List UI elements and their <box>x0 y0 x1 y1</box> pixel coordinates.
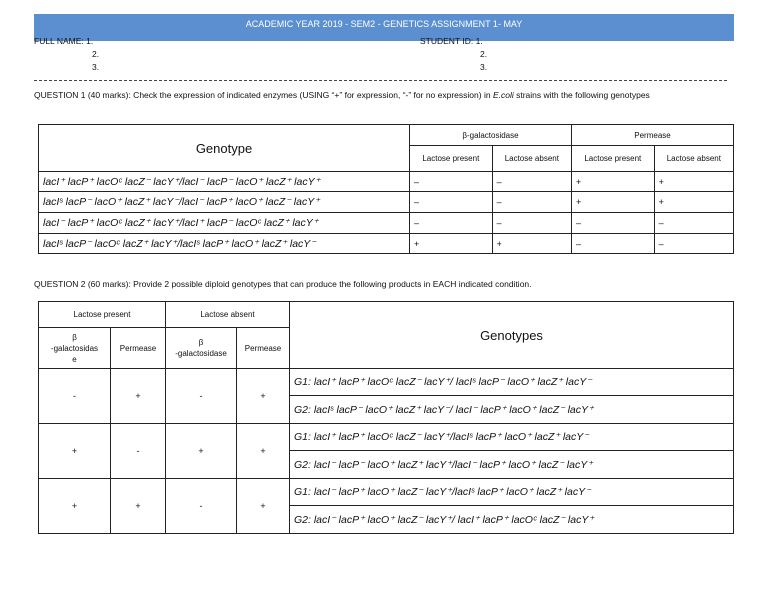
q2-sub-perm-present: Permease <box>111 328 166 369</box>
q1-text-pre: QUESTION 1 (40 marks): Check the expression of indicated enzymes (USING “+” for expression, “-” for no expression) in <box>34 90 493 100</box>
q2-col-lactose-present: Lactose present <box>39 302 166 328</box>
q2-sub-perm-absent: Permease <box>237 328 290 369</box>
q1-answer-cell[interactable]: + <box>571 172 654 192</box>
q1-text-ecoli: E.coli <box>492 90 514 100</box>
q1-col-bgal: β-galactosidase <box>410 125 572 146</box>
table-row <box>39 192 734 213</box>
q1-sub-bgal-absent: Lactose absent <box>492 146 571 172</box>
q1-answer-cell[interactable]: + <box>654 192 733 213</box>
table-row <box>39 213 734 234</box>
q1-answer-cell[interactable]: – <box>654 213 733 234</box>
full-name-line-2: 2. <box>92 49 100 59</box>
q2-sub-bgal-present-line3: e <box>72 354 77 364</box>
q2-perm-present-cell: + <box>111 479 166 534</box>
q2-sub-bgal-present <box>39 328 111 369</box>
q2-sub-bgal-present-line2: -galactosidas <box>50 343 99 353</box>
q1-answer-cell[interactable]: – <box>410 213 493 234</box>
q2-genotype-answer[interactable]: G1: lacI⁺ lacP⁺ lacOᶜ lacZ⁻ lacY⁺/lacIˢ lacP⁺ lacO⁺ lacZ⁺ lacY⁻ <box>290 424 734 451</box>
table-row <box>39 479 734 506</box>
table-row <box>39 234 734 254</box>
q2-col-lactose-absent: Lactose absent <box>166 302 290 328</box>
q1-answer-cell[interactable]: + <box>410 234 493 254</box>
full-name-line-3: 3. <box>92 62 100 72</box>
q2-perm-present-cell: + <box>111 369 166 424</box>
q2-perm-absent-cell: + <box>237 424 290 479</box>
q1-answer-cell[interactable]: + <box>654 172 733 192</box>
full-name-label: FULL NAME: 1. <box>34 36 94 46</box>
header-banner: ACADEMIC YEAR 2019 - SEM2 - GENETICS ASSIGNMENT 1- MAY <box>34 14 734 41</box>
q1-sub-bgal-present: Lactose present <box>410 146 493 172</box>
q2-genotype-answer[interactable]: G1: lacI⁻ lacP⁺ lacO⁺ lacZ⁻ lacY⁺/lacIˢ lacP⁺ lacO⁺ lacZ⁺ lacY⁻ <box>290 479 734 506</box>
q1-answer-cell[interactable]: – <box>571 234 654 254</box>
q2-bgal-absent-cell: - <box>166 479 237 534</box>
q1-genotype-cell: lacIˢ lacP⁻ lacOᶜ lacZ⁺ lacY⁺/lacIˢ lacP⁺ lacO⁺ lacZ⁺ lacY⁻ <box>39 234 410 254</box>
q2-perm-absent-cell: + <box>237 369 290 424</box>
q2-bgal-present-cell: + <box>39 479 111 534</box>
q1-answer-cell[interactable]: – <box>410 192 493 213</box>
q1-col-genotype: Genotype <box>39 125 410 172</box>
question-1-text <box>34 88 734 102</box>
q2-genotype-answer[interactable]: G2: lacIˢ lacP⁻ lacO⁺ lacZ⁺ lacY⁻/ lacI⁻ lacP⁺ lacO⁺ lacZ⁻ lacY⁺ <box>290 396 734 424</box>
q1-sub-perm-present: Lactose present <box>571 146 654 172</box>
q1-answer-cell[interactable]: – <box>492 192 571 213</box>
q1-answer-cell[interactable]: – <box>492 213 571 234</box>
student-id-label: STUDENT ID: 1. <box>420 36 483 46</box>
question-2-table <box>38 301 734 534</box>
q2-col-genotypes: Genotypes <box>290 302 734 369</box>
question-2-text: QUESTION 2 (60 marks): Provide 2 possible diploid genotypes that can produce the following products in EACH indicated condition. <box>34 279 532 289</box>
q1-answer-cell[interactable]: + <box>492 234 571 254</box>
question-1-table <box>38 124 734 254</box>
q2-genotype-answer[interactable]: G1: lacI⁺ lacP⁺ lacOᶜ lacZ⁻ lacY⁺/ lacIˢ lacP⁻ lacO⁺ lacZ⁺ lacY⁻ <box>290 369 734 396</box>
q1-genotype-cell: lacIˢ lacP⁻ lacO⁺ lacZ⁺ lacY⁻/lacI⁻ lacP⁺ lacO⁺ lacZ⁻ lacY⁺ <box>39 192 410 213</box>
q2-sub-bgal-present-line1: β <box>72 332 77 342</box>
q2-perm-absent-cell: + <box>237 479 290 534</box>
q2-sub-bgal-absent <box>166 328 237 369</box>
q2-sub-bgal-absent-line1: β <box>198 338 204 347</box>
q1-col-permease: Permease <box>571 125 733 146</box>
student-id-line-2: 2. <box>480 49 488 59</box>
q1-genotype-cell: lacI⁻ lacP⁺ lacOᶜ lacZ⁺ lacY⁺/lacI⁺ lacP⁻ lacOᶜ lacZ⁺ lacY⁺ <box>39 213 410 234</box>
q2-bgal-present-cell: - <box>39 369 111 424</box>
q2-bgal-absent-cell: + <box>166 424 237 479</box>
q2-genotype-answer[interactable]: G2: lacI⁻ lacP⁻ lacO⁺ lacZ⁺ lacY⁺/lacI⁻ lacP⁺ lacO⁺ lacZ⁻ lacY⁺ <box>290 451 734 479</box>
separator-line <box>34 80 727 81</box>
q1-sub-perm-absent: Lactose absent <box>654 146 733 172</box>
q2-bgal-absent-cell: - <box>166 369 237 424</box>
q2-sub-bgal-absent-line2: -galactosidase <box>175 349 227 358</box>
q1-answer-cell[interactable]: – <box>492 172 571 192</box>
table-row <box>39 172 734 192</box>
q1-answer-cell[interactable]: – <box>654 234 733 254</box>
table-row <box>39 424 734 451</box>
student-id-line-3: 3. <box>480 62 488 72</box>
q1-genotype-cell: lacI⁺ lacP⁺ lacOᶜ lacZ⁻ lacY⁺/lacI⁻ lacP⁻ lacO⁺ lacZ⁺ lacY⁺ <box>39 172 410 192</box>
q1-text-post: strains with the following genotypes <box>513 90 650 100</box>
q2-bgal-present-cell: + <box>39 424 111 479</box>
q1-answer-cell[interactable]: – <box>410 172 493 192</box>
q1-answer-cell[interactable]: – <box>571 213 654 234</box>
table-row <box>39 369 734 396</box>
q2-genotype-answer[interactable]: G2: lacI⁻ lacP⁺ lacO⁺ lacZ⁻ lacY⁺/ lacI⁺ lacP⁺ lacOᶜ lacZ⁻ lacY⁺ <box>290 506 734 534</box>
q1-answer-cell[interactable]: + <box>571 192 654 213</box>
q2-perm-present-cell: - <box>111 424 166 479</box>
